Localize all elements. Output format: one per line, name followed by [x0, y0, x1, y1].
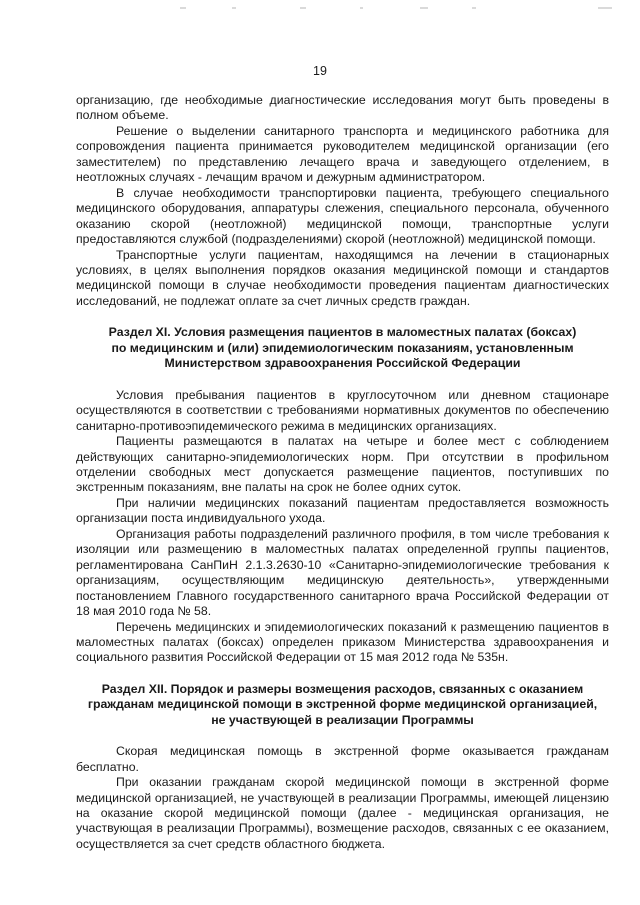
paragraph: В случае необходимости транспортировки пациента, требующего специального медицинского оборудования, аппаратуры слежения, специального персонала, обученного оказанию скорой (неотложной) медицинской помощи, транспортные услуги предоставляются службой (подразделениями) скорой (неотложной) медицинской помощи.: [76, 185, 609, 247]
paragraph: Транспортные услуги пациентам, находящимся на лечении в стационарных условиях, в целях выполнения порядков оказания медицинской помощи и стандартов медицинской помощи в случае необходимости проведения пациентам диагностических исследований, не подлежат оплате за счет личных средств граждан.: [76, 247, 609, 308]
section-title-line: по медицинским и (или) эпидемиологическим показаниям, установленным: [111, 340, 574, 355]
paragraph: При наличии медицинских показаний пациентам предоставляется возможность организации поста индивидуального ухода.: [76, 495, 609, 526]
scan-artifact-marks: [0, 5, 640, 11]
section-title-line: не участвующей в реализации Программы: [211, 712, 474, 727]
paragraph: организацию, где необходимые диагностические исследования могут быть проведены в полном объеме.: [76, 93, 609, 123]
section-title-line: Раздел XI. Условия размещения пациентов в маломестных палатах (боксах): [108, 325, 577, 340]
page-number: 19: [313, 64, 327, 78]
document-body: [76, 93, 609, 852]
paragraph: Скорая медицинская помощь в экстренной форме оказывается гражданам бесплатно.: [76, 744, 609, 774]
section-title-xi: [76, 325, 609, 371]
paragraph: При оказании гражданам скорой медицинской помощи в экстренной форме медицинской организацией, не участвующей в реализации Программы, имеющей лицензию на оказание скорой медицинской помощи (далее - медицинская организация, не участвующая в реализации Программы), возмещение расходов, связанных с ее оказанием, осуществляется за счет средств областного бюджета.: [76, 775, 609, 851]
section-title-line: гражданам медицинской помощи в экстренной форме медицинской организацией,: [87, 697, 598, 712]
paragraph: Организация работы подразделений различного профиля, в том числе требования к изоляции или размещению в маломестных палатах определенной группы пациентов, регламентирована СанПиН 2.1.3.2630-10 «Санитарно-эпидемиологические требования к организациям, осуществляющим медицинскую деятельность», утвержденными постановлением Главного государственного санитарного врача Российской Федерации от 18 мая 2010 года № 58.: [76, 526, 609, 619]
section-title-line: Министерством здравоохранения Российской Федерации: [164, 356, 521, 371]
paragraph: Условия пребывания пациентов в круглосуточном или дневном стационаре осуществляются в соответствии с требованиями нормативных документов по обеспечению санитарно-противоэпидемического режима в медицинских организациях.: [76, 387, 609, 433]
paragraph: Пациенты размещаются в палатах на четыре и более мест с соблюдением действующих санитарно-эпидемиологических норм. При отсутствии в профильном отделении свободных мест допускается размещение пациентов, поступивших по экстренным показаниям, вне палаты на срок не более одних суток.: [76, 434, 609, 495]
paragraph: Решение о выделении санитарного транспорта и медицинского работника для сопровождения пациента принимается руководителем медицинской организации (его заместителем) по представлению лечащего врача и заведующего отделением, в неотложных случаях - лечащим врачом и дежурным администратором.: [76, 123, 609, 185]
paragraph: Перечень медицинских и эпидемиологических показаний к размещению пациентов в маломестных палатах (боксах) определен приказом Министерства здравоохранения и социального развития Российской Федерации от 15 мая 2012 года № 535н.: [76, 619, 609, 665]
section-title-xii: [76, 682, 609, 728]
section-title-line: Раздел XII. Порядок и размеры возмещения расходов, связанных с оказанием: [101, 681, 584, 696]
